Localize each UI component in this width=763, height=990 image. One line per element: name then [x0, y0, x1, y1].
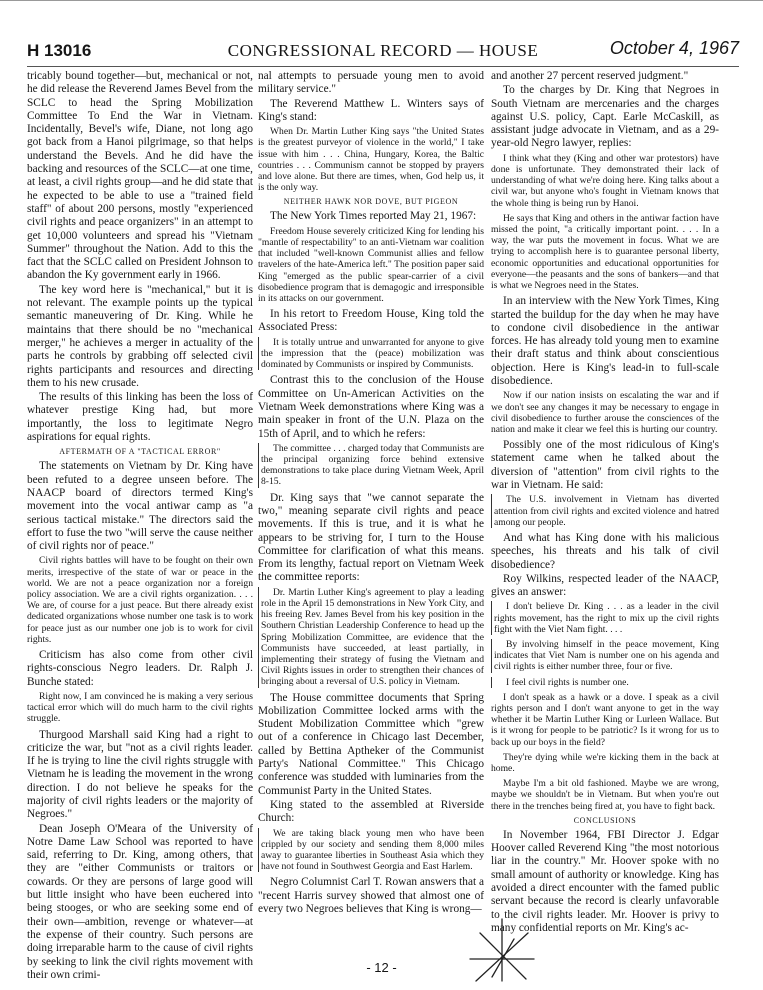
section-heading: AFTERMATH OF A "TACTICAL ERROR" — [59, 447, 221, 457]
quoted-passage: Now if our nation insists on escalating the war and if we don't see any changes it may be necessary to engage in civil disobedience to further arouse the consciences of the nation and make it clear we feel this is hurting our country. — [491, 390, 719, 435]
paragraph: King stated to the assembled at Riverside Church: — [258, 798, 484, 825]
publication-title: CONGRESSIONAL RECORD — HOUSE — [227, 41, 539, 60]
quoted-passage: I think what they (King and other war protestors) have done is unfortunate. They demonstrated their lack of understanding of what we're doing here. King talks about a civil war, but anyone who's fought in Vietnam knows that the whole thing is being run by Hanoi. — [491, 152, 719, 209]
column-1 — [27, 70, 253, 983]
paragraph: Dean Joseph O'Meara of the University of Notre Dame Law School was reported to have said, referring to Dr. King, among others, that they are "either Communists or traitors or cowards. Or they are persons of large good will but little insight who have been euchered into being stooges, or who are seeking some end of their own—ambition, revenge or whatever—at the expense of their country. Such persons are doing irreparable harm to the cause of civil rights by seeking to link the civil rights movement with their own crimi- — [27, 822, 253, 981]
paragraph: To the charges by Dr. King that Negroes in South Vietnam are mercenaries and the charges against U.S. policy, Capt. Earle McCaskill, as assistant judge advocate in Vietnam, and as a 29-year-old Negro lawyer, replies: — [491, 84, 719, 150]
paragraph: tricably bound together—but, mechanical or not, he did release the Reverend James Bevel from the SCLC to head the Spring Mobilization Committee To End the War in Vietnam. Incidentally, Bevel's wife, Diane, not long ago got back from a Hanoi pilgrimage, so that helps understand the Bevels. And he did have the backing and resources of the SCLC—at one time, at least, a civil rights group—and he did state that he expected to be able to use a "trained field staff" of about 200 persons, mostly "experienced civil rights and peace organizers" in an attempt to get 10,000 volunteers and spread his "Vietnam Summer" throughout the Nation. Add to this the fact that the SCLC called on President Johnson to abandon the Ky government early in 1966. — [27, 70, 253, 282]
paragraph: and another 27 percent reserved judgment." — [491, 70, 689, 82]
column-3 — [491, 70, 719, 936]
section-heading: CONCLUSIONS — [573, 815, 637, 825]
quoted-passage: Maybe I'm a bit old fashioned. Maybe we are wrong, maybe we shouldn't be in Vietnam. But when you're out there in the trenches being fired at, you have to fight back. — [491, 778, 719, 812]
paragraph: Roy Wilkins, respected leader of the NAACP, gives an answer: — [491, 572, 719, 599]
paragraph: nal attempts to persuade young men to avoid military service." — [258, 70, 484, 96]
quoted-passage: Dr. Martin Luther King's agreement to play a leading role in the April 15 demonstrations in New York City, and his freeing Rev. James Bevel from his key position in the Southern Christian Leadership Conference to head up the Spring Mobilization Committee, are evidence that the Communists have succeeded, at least partially, in implementing their strategy of fusing the Vietnam and Civil Rights issues in order to strengthen their chances of bringing about a reversal of U.S. policy in Vietnam. — [258, 587, 484, 688]
paragraph: In an interview with the New York Times, King started the buildup for the day when he may have to condone civil disobedience in the antiwar forces. He has already told young men to examine their draft status and think about conscientious objection. Here is King's lead-in to full-scale disobedience. — [491, 295, 719, 387]
paragraph: The New York Times reported May 21, 1967: — [270, 210, 477, 223]
column-2 — [258, 70, 484, 917]
header-rule — [27, 66, 739, 67]
paragraph: In his retort to Freedom House, King told the Associated Press: — [258, 308, 484, 334]
paragraph: The House committee documents that Spring Mobilization Committee locked arms with the Student Mobilization Committee which "grew out of a conference in Chicago last December, called by Bettina Aptheker of the Communist Party's National Committee." This Chicago conference was studded with luminaries from the Communist Party in the United States. — [258, 691, 484, 797]
quoted-passage: We are taking black young men who have been crippled by our society and sending them 8,000 miles away to guarantee liberties in Southeast Asia which they have not found in Southwest Georgia and East Harlem. — [258, 828, 484, 873]
quoted-passage: When Dr. Martin Luther King says "the United States is the greatest purveyor of violence in the world," I take issue with him . . . China, Hungary, Korea, the Baltic countries . . . Communism cannot be stopped by prayers and love alone. But there are times, when, God help us, it is the only way. — [258, 126, 484, 194]
quoted-passage: Right now, I am convinced he is making a very serious tactical error which will do much harm to the civil rights struggle. — [27, 690, 253, 725]
paragraph: The key word here is "mechanical," but it is not relevant. The example points up the typical semantic maneuvering of Dr. King. While he maintains that there should be no "mechanical merger," he achieves a merger in actuality of the parts he controls by grabbing off selected civil rights participants and resources and directing them to his new crusade. — [27, 283, 253, 389]
quoted-passage: It is totally untrue and unwarranted for anyone to give the impression that the (peace) mobilization was dominated by Communists or inspired by Communists. — [258, 337, 484, 371]
paragraph: In November 1964, FBI Director J. Edgar Hoover called Reverend King "the most notorious liar in the country." Mr. Hoover spoke with no small amount of authority or knowledge. King has avoided a direct encounter with the famed public servant because the record is clearly unfavorable to the civil rights leader. Mr. Hoover is privy to many confidential reports on Mr. King's ac- — [491, 828, 719, 934]
issue-date: October 4, 1967 — [609, 38, 739, 58]
paragraph: The results of this linking has been the loss of whatever prestige King had, but more importantly, the loss to legitimate Negro aspirations for equal rights. — [27, 391, 253, 444]
section-heading: NEITHER HAWK NOR DOVE, BUT PIGEON — [283, 197, 459, 207]
top-edge-rule — [0, 0, 763, 1]
quoted-passage: I don't speak as a hawk or a dove. I speak as a civil rights person and I don't want anyone to get in the way whether it be Martin Luther King or Lurleen Wallace. But is it wrong for people to be patriotic? Is it wrong for us to back up our boys in the field? — [491, 691, 719, 748]
quoted-passage: He says that King and others in the antiwar faction have missed the point, "a critically important point. . . . In a way, the war puts the movement in focus. What we are trying to accomplish here is to guarantee personal liberty, economic opportunities and educational opportunities for everyone—the peasants and the sons of bankers—and that is what we Negroes need in the States. — [491, 212, 719, 292]
quoted-passage: I feel civil rights is number one. — [491, 677, 719, 688]
quoted-passage: Freedom House severely criticized King for lending his "mantle of respectability" to an anti-Vietnam war coalition that included "well-known Communist allies and fellow travelers of the hate-America left." The position paper said King "emerged as the public spear-carrier of a civil disobedience program that is demagogic and irresponsible in its attacks on our government. — [258, 225, 484, 304]
quoted-passage: By involving himself in the peace movement, King indicates that Viet Nam is number one on his agenda and civil rights is either number three, four or five. — [491, 639, 719, 673]
page-header — [27, 38, 739, 62]
paragraph: Criticism has also come from other civil rights-conscious Negro leaders. Dr. Ralph J. Bunche stated: — [27, 649, 253, 688]
paragraph: Thurgood Marshall said King had a right to criticize the war, but "not as a civil rights leader. If he is trying to line the civil rights struggle with Vietnam he is leading the movement in the wrong direction. I do not believe he speaks for the majority of civil rights leaders or the majority of Negroes." — [27, 728, 253, 821]
quoted-passage: The U.S. involvement in Vietnam has diverted attention from civil rights and excited violence and hatred among our people. — [491, 494, 719, 528]
paragraph: Dr. King says that "we cannot separate the two," meaning separate civil rights and peace movements. If this is true, and it is what he appears to be striving for, I turn to the House Committee for clarification of what this means. From its lengthy, factual report on Vietnam Week the committee reports: — [258, 491, 484, 584]
quoted-passage: I don't believe Dr. King . . . as a leader in the civil rights movement, has the right to mix up the civil rights fight with the Viet Nam fight. . . . — [491, 601, 719, 635]
paragraph: And what has King done with his malicious speeches, his threats and his talk of civil disobedience? — [491, 531, 719, 571]
paragraph: Negro Columnist Carl T. Rowan answers that a "recent Harris survey showed that almost one of every two Negroes believes that King is wrong— — [258, 876, 484, 915]
paragraph: Possibly one of the most ridiculous of King's statement came when he talked about the diversion of "attention" from civil rights to the war in Vietnam. He said: — [491, 439, 719, 491]
paragraph: The Reverend Matthew L. Winters says of King's stand: — [258, 97, 484, 123]
page-id: H 13016 — [27, 41, 92, 60]
quoted-passage: They're dying while we're kicking them in the back at home. — [491, 751, 719, 775]
quoted-passage: Civil rights battles will have to be fought on their own merits, irrespective of the state of war or peace in the world. We are not a peace organization nor a foreign policy association. We are a civil rights organization. . . . We are, of course for a just peace. But there already exist dedicated organizations whose number one task is to work for peace just as our number one job is to work for civil rights. — [27, 555, 253, 645]
paragraph: The statements on Vietnam by Dr. King have been refuted to a degree unseen before. The NAACP board of directors termed King's movement into the vocal antiwar camp as "a serious tactical mistake." The directors said the effort to fuse the two "will serve the cause neither of civil rights nor of peace." — [27, 460, 253, 553]
handwritten-page-number: - 12 - — [366, 960, 397, 975]
paragraph: Contrast this to the conclusion of the House Committee on Un-American Activities on the Vietnam Week demonstrations where King was a main speaker in front of the U.N. Plaza on the 15th of April, and to which he refers: — [258, 374, 484, 440]
quoted-passage: The committee . . . charged today that Communists are the principal organizing force behind extensive demonstrations to take place during Vietnam Week, April 8-15. — [258, 443, 484, 488]
